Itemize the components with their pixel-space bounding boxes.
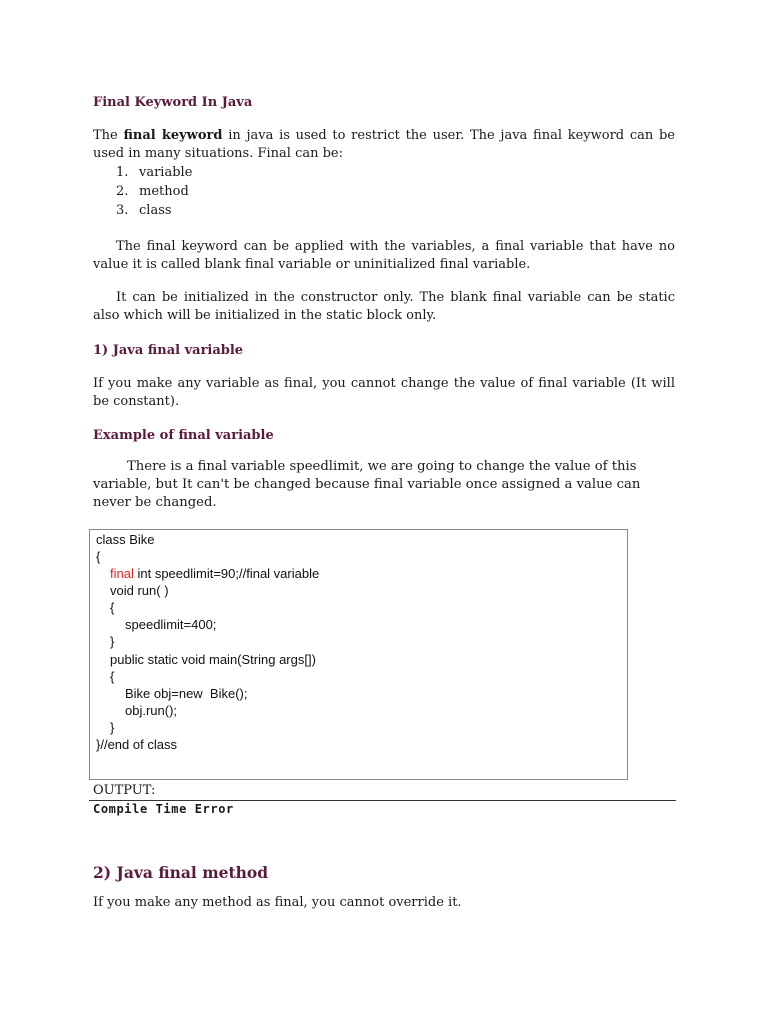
intro-bold: final keyword	[123, 128, 223, 143]
final-keyword: final	[110, 566, 134, 581]
list-text: method	[139, 184, 189, 199]
intro-paragraph	[93, 127, 675, 163]
code-line: public static void main(String args[])	[110, 652, 316, 667]
list-number: 1.	[116, 165, 129, 180]
code-line: void run( )	[110, 583, 169, 598]
section1-heading: 1) Java final variable	[93, 343, 244, 358]
doc-title: Final Keyword In Java	[93, 95, 253, 110]
code-line	[110, 565, 319, 582]
code-block	[89, 529, 628, 780]
section2-heading: 2) Java final method	[93, 863, 269, 882]
list-text: class	[139, 203, 172, 218]
blank-final-paragraph: The final keyword can be applied with the variables, a final variable that have no value it is called blank final variable or uninitialized final variable.	[93, 239, 675, 272]
code-text: int speedlimit=90;//final variable	[133, 566, 320, 581]
output-label: OUTPUT:	[93, 783, 156, 798]
example-heading: Example of final variable	[93, 428, 274, 443]
code-line: obj.run();	[125, 703, 178, 718]
code-line: }	[110, 634, 115, 649]
list-number: 2.	[116, 184, 129, 199]
code-line: }//end of class	[96, 737, 177, 752]
output-text: Compile Time Error	[93, 802, 234, 816]
example-paragraph: There is a final variable speedlimit, we are going to change the value of this variable, but It can't be changed because final variable once assigned a value can never be changed.	[93, 459, 641, 510]
code-line: }	[110, 720, 115, 735]
code-line: speedlimit=400;	[125, 617, 217, 632]
intro-prefix: The	[93, 128, 124, 143]
section1-paragraph: If you make any variable as final, you cannot change the value of final variable (It will be constant).	[93, 376, 675, 409]
list-text: variable	[139, 165, 193, 180]
intro-suffix: in java is used to restrict the user. The java final keyword can be used in many situations. Final can be:	[93, 128, 675, 161]
constructor-paragraph: It can be initialized in the constructor only. The blank final variable can be static also which will be initialized in the static block only.	[93, 290, 675, 323]
code-line: {	[110, 600, 115, 615]
list-number: 3.	[116, 203, 129, 218]
code-line: class Bike	[96, 532, 155, 547]
output-divider	[89, 800, 676, 801]
section2-paragraph: If you make any method as final, you cannot override it.	[93, 895, 462, 910]
code-line: {	[110, 669, 115, 684]
code-line: Bike obj=new Bike();	[125, 686, 248, 701]
code-line: {	[96, 549, 101, 564]
